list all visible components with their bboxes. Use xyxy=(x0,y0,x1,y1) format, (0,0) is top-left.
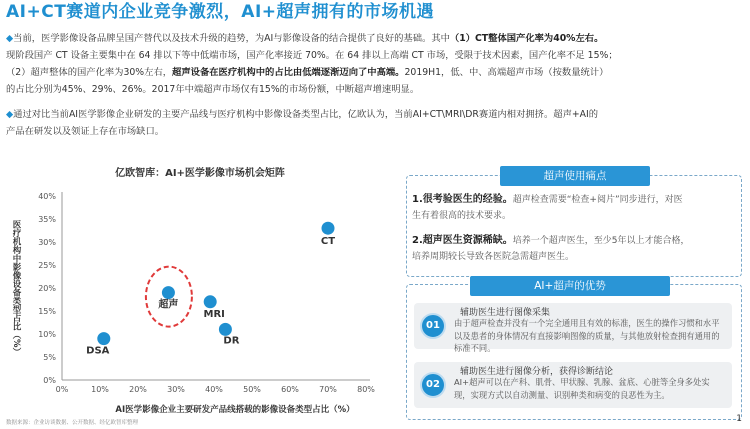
x-tick-label: 10% xyxy=(91,385,109,394)
data-point-超声 xyxy=(162,286,175,299)
opportunity-matrix-chart xyxy=(0,158,395,420)
data-label: MRI xyxy=(203,308,225,320)
pain-points-label: 超声使用痛点 xyxy=(500,166,650,186)
x-tick-label: 80% xyxy=(357,385,375,394)
x-tick-label: 40% xyxy=(205,385,223,394)
advantage-card-2 xyxy=(414,362,732,408)
x-tick-label: 60% xyxy=(281,385,299,394)
advantage-number-2: 02 xyxy=(420,372,446,398)
data-label: DR xyxy=(223,335,240,347)
x-tick-label: 0% xyxy=(55,385,69,394)
y-tick-label: 35% xyxy=(38,215,56,224)
y-tick-label: 25% xyxy=(38,261,56,270)
data-label: DSA xyxy=(86,345,110,357)
data-point-CT xyxy=(322,222,335,235)
pain-point-2: 2.超声医生资源稀缺。培养一个超声医生，至少5年以上才能合格， 培养周期较长导致各医院急需超声医生。 xyxy=(412,235,690,262)
x-tick-label: 20% xyxy=(129,385,147,394)
y-tick-label: 10% xyxy=(38,330,56,339)
y-tick-label: 0% xyxy=(43,376,56,385)
paragraph-1-line-2: 现阶段国产 CT 设备主要集中在 64 排以下等中低端市场，国产化率接近 70%。在 64 排以上高端 CT 市场，受限于技术因素，国产化率不足 15%； xyxy=(6,50,618,61)
y-axis-title: 医疗机构中影像设备类型占比（%） xyxy=(11,219,21,357)
page-number: 1 xyxy=(736,414,742,424)
y-tick-label: 5% xyxy=(43,353,56,362)
data-label: 超声 xyxy=(158,299,179,311)
page-title: AI+CT赛道内企业竞争激烈，AI+超声拥有的市场机遇 xyxy=(6,2,435,22)
chart-title: 亿欧智库：AI+医学影像市场机会矩阵 xyxy=(115,168,285,179)
paragraph-1-line-1: ◆当前，医学影像设备品牌呈国产替代以及技术升级的趋势，为AI与影像设备的结合提供了良好的基础。其中（1）CT整体国产化率为40%左右。 xyxy=(6,33,604,44)
y-tick-label: 15% xyxy=(38,307,56,316)
data-label: CT xyxy=(320,236,336,248)
diamond-bullet-icon: ◆ xyxy=(6,33,14,44)
data-point-MRI xyxy=(204,295,217,308)
y-tick-label: 40% xyxy=(38,192,56,201)
x-tick-label: 50% xyxy=(243,385,261,394)
advantage-title-1: 辅助医生进行图像采集 xyxy=(460,308,551,318)
y-tick-label: 20% xyxy=(38,284,56,293)
advantage-card-1 xyxy=(414,303,732,353)
advantage-body-1: 由于超声检查并没有一个完全通用且有效的标准，医生的操作习惯和水平以及患者的身体情况有直接影响图像的质量，与其他放射检查拥有通用的标准不同。 xyxy=(454,318,720,353)
pain-point-1: 1.很考验医生的经验。超声检查需要“检查+阅片”同步进行，对医 生有着很高的技术要求。 xyxy=(412,194,683,221)
diamond-bullet-icon: ◆ xyxy=(6,109,14,120)
paragraph-2-line-1: ◆通过对比当前AI医学影像企业研发的主要产品线与医疗机构中影像设备类型占比，亿欧认为，当前AI+CT\MRI\DR赛道内相对拥挤。超声+AI的 xyxy=(6,109,599,120)
data-point-DSA xyxy=(97,332,110,345)
advantages-label: AI+超声的优势 xyxy=(470,276,670,296)
x-tick-label: 70% xyxy=(319,385,337,394)
advantage-body-2: AI+超声可以在产科、肌骨、甲状腺、乳腺、盆底、心脏等全身多处实现，实现方式以自动测量、识别种类和病变的良恶性为主。 xyxy=(454,377,710,400)
paragraph-2-line-2: 产品在研发以及领证上存在市场缺口。 xyxy=(6,126,165,137)
x-tick-label: 30% xyxy=(167,385,185,394)
data-source-note: 数据来源：企业访谈数据、公开数据、经亿欧智库整理 xyxy=(6,420,139,426)
paragraph-1-line-4: 的占比分别为45%、29%、26%。2017年中端超声市场仅有15%的市场份额，中断超声增速明显。 xyxy=(6,84,420,95)
paragraph-1-line-3: （2）超声整体的国产化率为30%左右，超声设备在医疗机构中的占比由低端逐渐迈向了中高端。2019H1，低、中、高端超声市场（按数量统计） xyxy=(6,67,609,78)
y-tick-label: 30% xyxy=(38,238,56,247)
advantage-title-2: 辅助医生进行图像分析，获得诊断结论 xyxy=(460,367,614,377)
advantage-number-1: 01 xyxy=(420,313,446,339)
x-axis-title: AI医学影像企业主要研发产品线搭载的影像设备类型占比（%） xyxy=(115,405,355,415)
data-point-DR xyxy=(219,323,232,336)
